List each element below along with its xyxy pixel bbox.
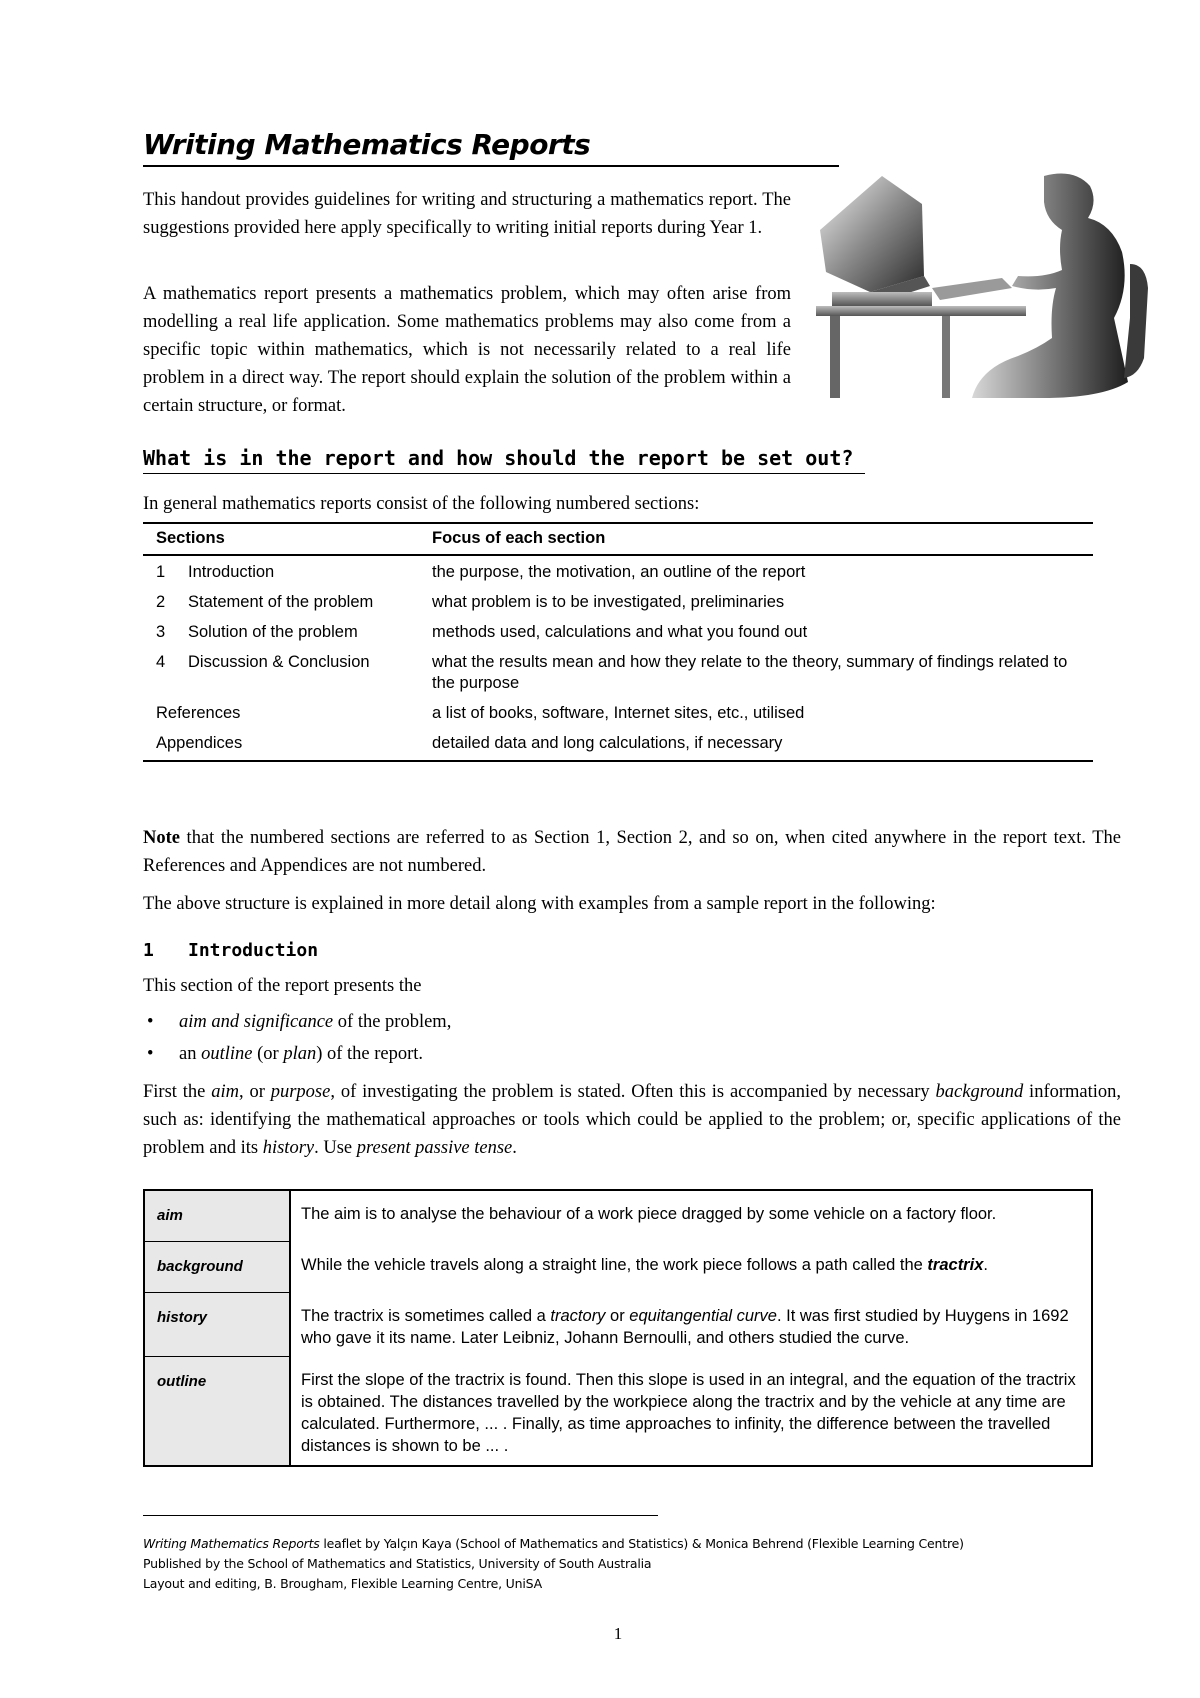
section-focus: a list of books, software, Internet sites, etc., utilised	[432, 704, 805, 722]
section-heading: What is in the report and how should the report be set out?	[143, 446, 865, 474]
introduction-paragraph: First the aim, or purpose, of investigating the problem is stated. Often this is accompanied by necessary background information, such as: identifying the mathematical approaches or tools which could be applied to the problem; or, specific applications of the problem and its history. Use present passive tense.	[143, 1082, 1122, 1158]
example-label-history: history	[144, 1293, 290, 1357]
section-name: Discussion & Conclusion	[188, 653, 370, 671]
column-header-sections: Sections	[143, 523, 419, 555]
table-row	[143, 555, 1093, 589]
table-row	[143, 700, 1093, 730]
structure-paragraph: The above structure is explained in more detail along with examples from a sample report in the following:	[143, 894, 936, 914]
section-focus: what the results mean and how they relate to the theory, summary of findings related to the purpose	[432, 653, 1068, 692]
example-text-aim: The aim is to analyse the behaviour of a work piece dragged by some vehicle on a factory floor.	[301, 1205, 997, 1223]
list-item	[143, 1006, 451, 1038]
introduction-number: 1	[143, 940, 154, 961]
page-number: 1	[613, 1624, 623, 1643]
list-item	[143, 1038, 451, 1070]
example-table	[143, 1189, 1093, 1467]
example-label-aim: aim	[144, 1190, 290, 1242]
table-row	[143, 589, 1093, 619]
bullet-emphasis: aim and significance	[179, 1012, 334, 1032]
example-label-outline: outline	[144, 1357, 290, 1466]
bullet-text: of the problem,	[333, 1012, 452, 1032]
example-text-history: The tractrix is sometimes called a tractory or equitangential curve. It was first studied by Huygens in 1692 who gave it its name. Later Leibniz, Johann Bernoulli, and others studied the curve.	[301, 1306, 1069, 1347]
section-name: References	[156, 704, 241, 722]
table-row	[144, 1190, 1092, 1242]
section-focus: what problem is to be investigated, preliminaries	[432, 593, 785, 611]
footnote-line-3: Layout and editing, B. Brougham, Flexible Learning Centre, UniSA	[143, 1576, 542, 1591]
example-text-outline: First the slope of the tractrix is found. Then this slope is used in an integral, and the equation of the tractrix is obtained. The distances travelled by the workpiece along the tractrix and by the vehicle at any time are calculated. Furthermore, ... . Finally, as time approaches to infinity, the difference between the travelled distances is shown to be ... .	[301, 1370, 1076, 1455]
section-number: 3	[156, 623, 166, 641]
introduction-title: Introduction	[188, 940, 319, 961]
section-name: Appendices	[156, 734, 243, 752]
section-focus: the purpose, the motivation, an outline of the report	[432, 563, 806, 581]
example-text-background: While the vehicle travels along a straight line, the work piece follows a path called the tractrix.	[301, 1255, 988, 1274]
bullet-text: (or	[252, 1044, 284, 1064]
section-name: Statement of the problem	[188, 593, 374, 611]
column-header-focus: Focus of each section	[419, 523, 1093, 555]
section-number: 4	[156, 653, 166, 671]
footnote-line-1: Writing Mathematics Reports leaflet by Yalçın Kaya (School of Mathematics and Statistics) & Monica Behrend (Flexible Learning Centre)	[143, 1536, 964, 1551]
section-name: Solution of the problem	[188, 623, 358, 641]
table-header-row	[143, 523, 1093, 555]
note-label: Note	[143, 828, 180, 848]
introduction-lead: This section of the report presents the	[143, 976, 422, 996]
introduction-bullets	[143, 1006, 451, 1070]
table-row	[144, 1242, 1092, 1293]
sections-table	[143, 522, 1093, 762]
footnote-line-2: Published by the School of Mathematics and Statistics, University of South Australia	[143, 1556, 652, 1571]
table-row	[143, 730, 1093, 761]
table-row	[143, 649, 1093, 700]
table-row	[144, 1293, 1092, 1357]
document-title: Writing Mathematics Reports	[143, 128, 839, 167]
intro-paragraph-2: A mathematics report presents a mathematics problem, which may often arise from modelling a real life application. Some mathematics problems may also come from a specific topic within mathematics, which is not necessarily related to a real life problem in a direct way. The report should explain the solution of the problem within a certain structure, or format.	[143, 284, 791, 416]
note-paragraph	[143, 824, 1121, 880]
note-text: that the numbered sections are referred to as Section 1, Section 2, and so on, when cited anywhere in the report text. The References and Appendices are not numbered.	[143, 828, 1121, 876]
section-focus: detailed data and long calculations, if necessary	[432, 734, 783, 752]
person-at-computer-icon	[812, 168, 1152, 400]
bullet-text: an	[179, 1044, 202, 1064]
intro-paragraph-1: This handout provides guidelines for writing and structuring a mathematics report. The suggestions provided here apply specifically to writing initial reports during Year 1.	[143, 190, 791, 238]
table-row	[143, 619, 1093, 649]
table-row	[144, 1357, 1092, 1466]
section-lead: In general mathematics reports consist of the following numbered sections:	[143, 494, 700, 514]
bullet-emphasis: plan	[283, 1044, 317, 1064]
bullet-emphasis: outline	[201, 1044, 253, 1064]
bullet-text: ) of the report.	[316, 1044, 424, 1064]
section-number: 2	[156, 593, 166, 611]
section-number: 1	[156, 563, 166, 581]
section-focus: methods used, calculations and what you found out	[432, 623, 808, 641]
section-name: Introduction	[188, 563, 275, 581]
footnote-divider	[143, 1515, 658, 1516]
introduction-heading	[143, 940, 318, 961]
example-label-background: background	[144, 1242, 290, 1293]
